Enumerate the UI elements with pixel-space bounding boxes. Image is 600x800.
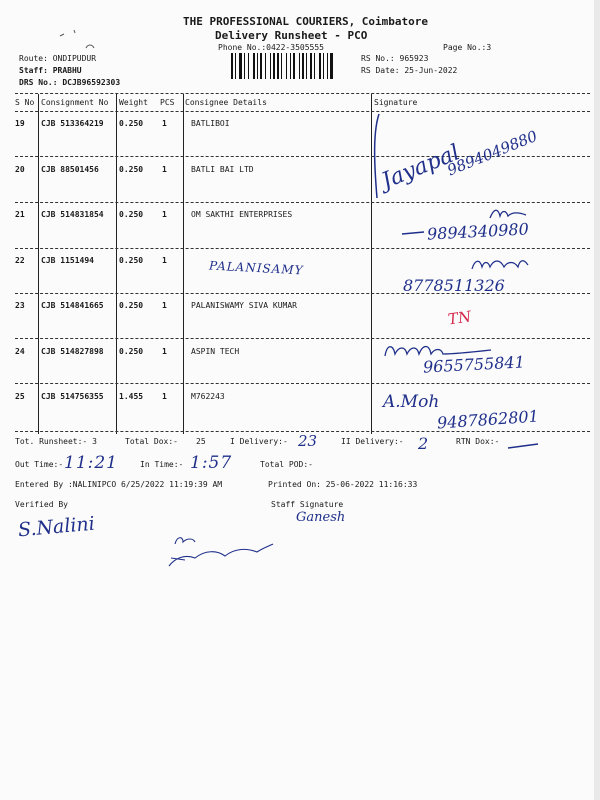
table-top-rule (15, 93, 590, 94)
row-consignment: CJB 514756355 (41, 392, 104, 401)
hw-in-time: 1:57 (190, 453, 233, 473)
total-dox-label: Total Dox:- (125, 437, 178, 446)
phone-number: Phone No.:0422-3505555 (218, 43, 324, 52)
hw-phone-row24: 9655755841 (422, 352, 526, 377)
barcode-bar (310, 53, 312, 79)
i-delivery-label: I Delivery:- (230, 437, 288, 446)
row-pcs: 1 (162, 392, 167, 401)
in-time-label: In Time:- (140, 460, 184, 469)
row-weight: 0.250 (119, 210, 144, 219)
barcode-bar (290, 53, 291, 79)
row-sno: 24 (15, 347, 25, 356)
row-weight: 0.250 (119, 256, 144, 265)
entered-by: Entered By :NALINIPCO 6/25/2022 11:19:39 AM (15, 480, 223, 489)
row-consignee: BATLI BAI LTD (191, 165, 254, 174)
row-sno: 25 (15, 392, 25, 401)
row-consignment: CJB 88501456 (41, 165, 99, 174)
row-weight: 0.250 (119, 119, 144, 128)
col-weight: Weight (119, 98, 148, 107)
barcode-bar (299, 53, 300, 79)
row-consignment: CJB 513364219 (41, 119, 104, 128)
barcode-bar (293, 53, 295, 79)
barcode-bar (286, 53, 287, 79)
barcode-bar (253, 53, 255, 79)
hw-consignee-row22: PALANISAMY (208, 258, 304, 278)
company-title: THE PROFESSIONAL COURIERS, Coimbatore (183, 15, 429, 28)
hw-phone-row19: 9894049880 (444, 126, 540, 180)
row-rule (15, 338, 590, 339)
row-consignment: CJB 514841665 (41, 301, 104, 310)
hw-phone-row22: 8778511326 (403, 276, 505, 295)
barcode-bar (244, 53, 245, 79)
route: Route: ONDIPUDUR (19, 54, 97, 63)
col-pcs: PCS (160, 98, 175, 107)
row-pcs: 1 (162, 301, 167, 310)
hw-extra-signature (165, 530, 275, 572)
page-edge (594, 0, 600, 800)
rs-date: RS Date: 25-Jun-2022 (361, 66, 458, 75)
hw-tamil-signature-row22 (470, 255, 530, 275)
barcode-bar (302, 53, 304, 79)
barcode-bar (330, 53, 333, 79)
rtn-dox-label: RTN Dox:- (456, 437, 500, 446)
row-consignee: OM SAKTHI ENTERPRISES (191, 210, 293, 219)
row-pcs: 1 (162, 347, 167, 356)
hw-dash-mark (400, 228, 426, 238)
row-consignment: CJB 514827898 (41, 347, 104, 356)
row-rule (15, 383, 590, 384)
row-pcs: 1 (162, 210, 167, 219)
barcode-bar (260, 53, 262, 79)
row-sno: 19 (15, 119, 25, 128)
row-pcs: 1 (162, 165, 167, 174)
page-number: Page No.:3 (443, 43, 492, 52)
hw-phone-row25: 9487862801 (436, 406, 540, 433)
total-dox-value: 25 (196, 437, 206, 446)
row-pcs: 1 (162, 119, 167, 128)
hw-signature-jayapal: Jayapal (378, 140, 464, 195)
col-consignee: Consignee Details (185, 98, 267, 107)
runsheet-subtitle: Delivery Runsheet - PCO (215, 29, 368, 42)
row-consignee: BATLIBOI (191, 119, 230, 128)
ii-delivery-label: II Delivery:- (341, 437, 404, 446)
signature-bracket-mark (370, 112, 384, 202)
staff-signature-label: Staff Signature (271, 500, 344, 509)
corner-pen-marks (58, 28, 98, 52)
barcode-bar (277, 53, 279, 79)
hw-verified-signature: S.Nalini (17, 512, 96, 542)
hw-signature-row25: A.Moh (383, 392, 440, 412)
row-sno: 21 (15, 210, 25, 219)
row-weight: 0.250 (119, 165, 144, 174)
row-sno: 23 (15, 301, 25, 310)
hw-staff-signature: Ganesh (296, 510, 346, 525)
row-rule (15, 248, 590, 249)
hw-signature-row23: TN (446, 307, 473, 329)
row-consignee: ASPIN TECH (191, 347, 240, 356)
hw-out-time: 11:21 (64, 453, 118, 473)
total-pod-label: Total POD:- (260, 460, 313, 469)
barcode-bar (319, 53, 321, 79)
col-consignment: Consignment No (41, 98, 109, 107)
barcode (231, 53, 353, 79)
row-sno: 20 (15, 165, 25, 174)
barcode-bar (281, 53, 282, 79)
barcode-bar (314, 53, 315, 79)
row-consignment: CJB 1151494 (41, 256, 94, 265)
total-runsheet: Tot. Runsheet:- 3 (15, 437, 97, 446)
row-sno: 22 (15, 256, 25, 265)
barcode-bar (306, 53, 307, 79)
rs-number: RS No.: 965923 (361, 54, 429, 63)
row-consignee: M762243 (191, 392, 225, 401)
col-sno: S No (15, 98, 35, 107)
staff: Staff: PRABHU (19, 66, 82, 75)
row-weight: 0.250 (119, 347, 144, 356)
row-pcs: 1 (162, 256, 167, 265)
col-signature: Signature (374, 98, 418, 107)
barcode-bar (235, 53, 236, 79)
hw-i-delivery: 23 (298, 432, 318, 450)
barcode-bar (239, 53, 242, 79)
row-rule (15, 202, 590, 203)
barcode-bar (273, 53, 275, 79)
row-consignee: PALANISWAMY SIVA KUMAR (191, 301, 297, 310)
hw-rtn-dash (506, 440, 540, 452)
row-consignment: CJB 514831854 (41, 210, 104, 219)
out-time-label: Out Time:- (15, 460, 64, 469)
barcode-bar (327, 53, 328, 79)
hw-phone-row21: 9894340980 (426, 219, 530, 244)
printed-on: Printed On: 25-06-2022 11:16:33 (268, 480, 418, 489)
barcode-bar (270, 53, 271, 79)
barcode-bar (231, 53, 233, 79)
table-header-rule (15, 111, 590, 112)
verified-by-label: Verified By (15, 500, 68, 509)
barcode-bar (257, 53, 258, 79)
barcode-bar (248, 53, 249, 79)
row-weight: 1.455 (119, 392, 144, 401)
barcode-bar (323, 53, 324, 79)
row-weight: 0.250 (119, 301, 144, 310)
hw-ii-delivery: 2 (418, 434, 429, 453)
drs-number: DRS No.: DCJB96592303 (19, 78, 121, 87)
barcode-bar (265, 53, 266, 79)
